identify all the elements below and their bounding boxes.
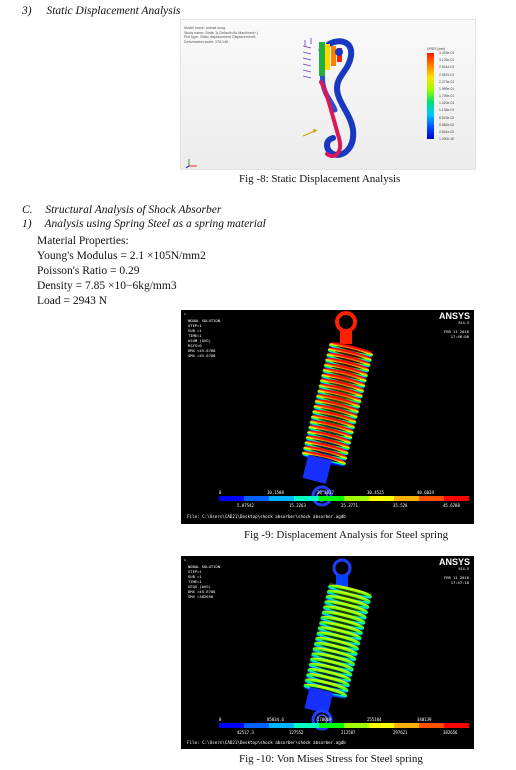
- color-swatch: [369, 496, 394, 501]
- fig9-meta-line: RSYS=0: [188, 343, 202, 348]
- fig8-legend-tick: 2.841e-01: [439, 65, 455, 70]
- color-swatch: [319, 496, 344, 501]
- color-swatch: [394, 723, 419, 728]
- fig10-release: R14.5: [458, 567, 469, 571]
- fig10-color-bar: [219, 723, 469, 728]
- fig8-info-line: Model name: animal ssng: [184, 26, 225, 30]
- fig8-legend-title: URES (mm): [427, 47, 446, 51]
- fig9-tick-bottom: 15.2263: [289, 503, 306, 508]
- fig10-tick-top: 0: [219, 717, 222, 722]
- fig9-release: R14.5: [458, 321, 469, 325]
- fig9-tick-bottom: 5.07542: [237, 503, 254, 508]
- fig8-legend-tick: 2.273e-01: [439, 79, 455, 84]
- fig9-tick-top: 10.1508: [267, 490, 284, 495]
- fig8-legend-tick: 2.557e-01: [439, 72, 455, 77]
- fig10-tick-top: 170069: [317, 717, 332, 722]
- fig9-meta-line: USUM (AVG): [188, 338, 211, 343]
- fig10-tick-top: 340139: [417, 717, 432, 722]
- fig8-legend-tick: 1.000e-30: [439, 137, 455, 141]
- fig9-date: FEB 11 2016: [443, 329, 469, 334]
- figure-8-caption: Fig -8: Static Displacement Analysis: [239, 173, 401, 185]
- figure-10-caption: Fig -10: Von Mises Stress for Steel spring: [239, 753, 423, 765]
- color-swatch: [444, 723, 469, 728]
- color-swatch: [244, 723, 269, 728]
- section-3-number: 3): [22, 5, 32, 17]
- fig8-legend-tick: 1.420e-01: [439, 101, 455, 106]
- fig8-legend-tick: 5.682e-02: [439, 122, 455, 127]
- fig10-meta-line: STEP=1: [188, 569, 202, 574]
- color-swatch: [294, 496, 319, 501]
- figure-9-displacement: [181, 310, 474, 524]
- section-1-heading: [22, 217, 266, 231]
- fig10-tick-bottom: 382656: [443, 730, 458, 735]
- material-density: Density = 7.85 ×10−6kg/mm3: [37, 280, 177, 292]
- fig8-legend-tick: 1.705e-01: [439, 94, 455, 98]
- fig10-date: FEB 11 2016: [443, 575, 469, 580]
- fig9-datetime: [444, 329, 469, 339]
- fig10-tick-top: 85034.6: [267, 717, 284, 722]
- fig9-tick-top: 0: [219, 490, 222, 495]
- fig9-color-bar: [219, 496, 469, 501]
- color-swatch: [394, 496, 419, 501]
- section-c-title: Structural Analysis of Shock Absorber: [45, 204, 222, 216]
- section-1-number: 1): [22, 218, 32, 230]
- material-heading: Material Properties:: [37, 235, 129, 247]
- section-c-letter: C.: [22, 204, 33, 216]
- fig9-tick-top: 40.6034: [417, 490, 434, 495]
- fig10-time: 17:47:10: [450, 580, 469, 585]
- color-swatch: [294, 723, 319, 728]
- figure-9-caption: Fig -9: Displacement Analysis for Steel spring: [244, 529, 449, 541]
- color-swatch: [344, 496, 369, 501]
- fig9-meta-line: SMX =45.6788: [188, 353, 216, 358]
- fig8-model-drawing: [281, 30, 391, 165]
- material-poissons-ratio: Poisson's Ratio = 0.29: [37, 265, 140, 277]
- fig9-time: 17:46:08: [450, 334, 469, 339]
- fig10-shock-absorber-model: [276, 556, 396, 736]
- color-swatch: [244, 496, 269, 501]
- fig8-info-block: [184, 26, 258, 44]
- fig10-window-number: 1: [184, 558, 186, 562]
- fig8-legend-tick: 1.989e-01: [439, 86, 455, 91]
- fig10-meta-line: SUB =1: [188, 574, 202, 579]
- fig10-tick-bottom: 297621: [393, 730, 408, 735]
- section-c-heading: [22, 203, 221, 217]
- fig8-legend-tick: 2.841e-02: [439, 129, 455, 134]
- fig10-ansys-logo: ANSYS: [438, 557, 470, 567]
- fig8-info-line: Deformation scale: 378.148: [184, 39, 228, 44]
- fig9-meta-line: STEP=1: [188, 323, 202, 328]
- fig10-datetime: [444, 575, 469, 585]
- section-1-title: Analysis using Spring Steel as a spring material: [44, 218, 266, 230]
- fig8-legend-tick: 8.523e-02: [439, 115, 455, 120]
- color-swatch: [319, 723, 344, 728]
- color-swatch: [269, 496, 294, 501]
- fig9-meta-line: DMX =45.6788: [188, 348, 216, 353]
- fig8-axis-triad-icon: [185, 157, 199, 169]
- fig9-tick-bottom: 35.528: [393, 503, 408, 508]
- fig10-meta-line: SMX =382656: [188, 594, 214, 599]
- fig10-meta-line: NODAL SOLUTION: [188, 564, 221, 569]
- fig9-meta-line: NODAL SOLUTION: [188, 318, 221, 323]
- fig10-file-path: File: C:\Users\CAD21\Desktop\shock absorber\shock absorber.agdb: [187, 740, 346, 745]
- color-swatch: [219, 496, 244, 501]
- figure-8-static-displacement: [180, 19, 476, 170]
- fig8-legend-bar: [427, 53, 434, 139]
- fig9-meta-line: SUB =1: [188, 328, 202, 333]
- color-swatch: [344, 723, 369, 728]
- color-swatch: [444, 496, 469, 501]
- material-youngs-modulus: Young's Modulus = 2.1 ×105N/mm2: [37, 250, 206, 262]
- fig9-shock-absorber-model: [276, 310, 396, 510]
- fig9-tick-bottom: 45.6788: [443, 503, 460, 508]
- fig10-tick-top: 255104: [367, 717, 382, 722]
- fig9-tick-top: 20.3017: [317, 490, 334, 495]
- figure-10-von-mises-stress: [181, 556, 474, 749]
- fig10-meta-line: SEQV (AVG): [188, 584, 211, 589]
- fig9-meta-line: TIME=1: [188, 333, 202, 338]
- fig10-meta-line: DMX =45.6788: [188, 589, 216, 594]
- fig9-tick-bottom: 25.3771: [341, 503, 358, 508]
- fig10-meta-line: TIME=1: [188, 579, 202, 584]
- fig8-legend-tick: 1.136e-01: [439, 108, 455, 113]
- color-swatch: [369, 723, 394, 728]
- material-load: Load = 2943 N: [37, 295, 108, 307]
- color-swatch: [219, 723, 244, 728]
- fig9-tick-top: 30.4525: [367, 490, 384, 495]
- fig9-file-path: File: C:\Users\CAD21\Desktop\shock absorber\shock absorber.agdb: [187, 514, 346, 519]
- fig10-meta: [188, 564, 220, 599]
- section-3-title: Static Displacement Analysis: [46, 5, 181, 17]
- color-swatch: [269, 723, 294, 728]
- fig10-tick-bottom: 127552: [289, 730, 304, 735]
- fig10-tick-bottom: 212587: [341, 730, 356, 735]
- color-swatch: [419, 496, 444, 501]
- fig9-window-number: 1: [184, 312, 186, 316]
- fig9-ansys-logo: ANSYS: [438, 311, 470, 321]
- fig10-tick-bottom: 42517.3: [237, 730, 254, 735]
- fig8-legend-tick: 3.409e-01: [439, 51, 455, 55]
- fig8-info-line: Study name: Static 1(-Default<As Machined>-): [184, 30, 259, 35]
- section-3-heading: [22, 4, 180, 18]
- color-swatch: [419, 723, 444, 728]
- fig9-meta: [188, 318, 220, 358]
- fig8-info-line: Plot type: Static displacement Displacement1: [184, 35, 256, 40]
- fig8-legend-tick: 3.125e-01: [439, 58, 455, 63]
